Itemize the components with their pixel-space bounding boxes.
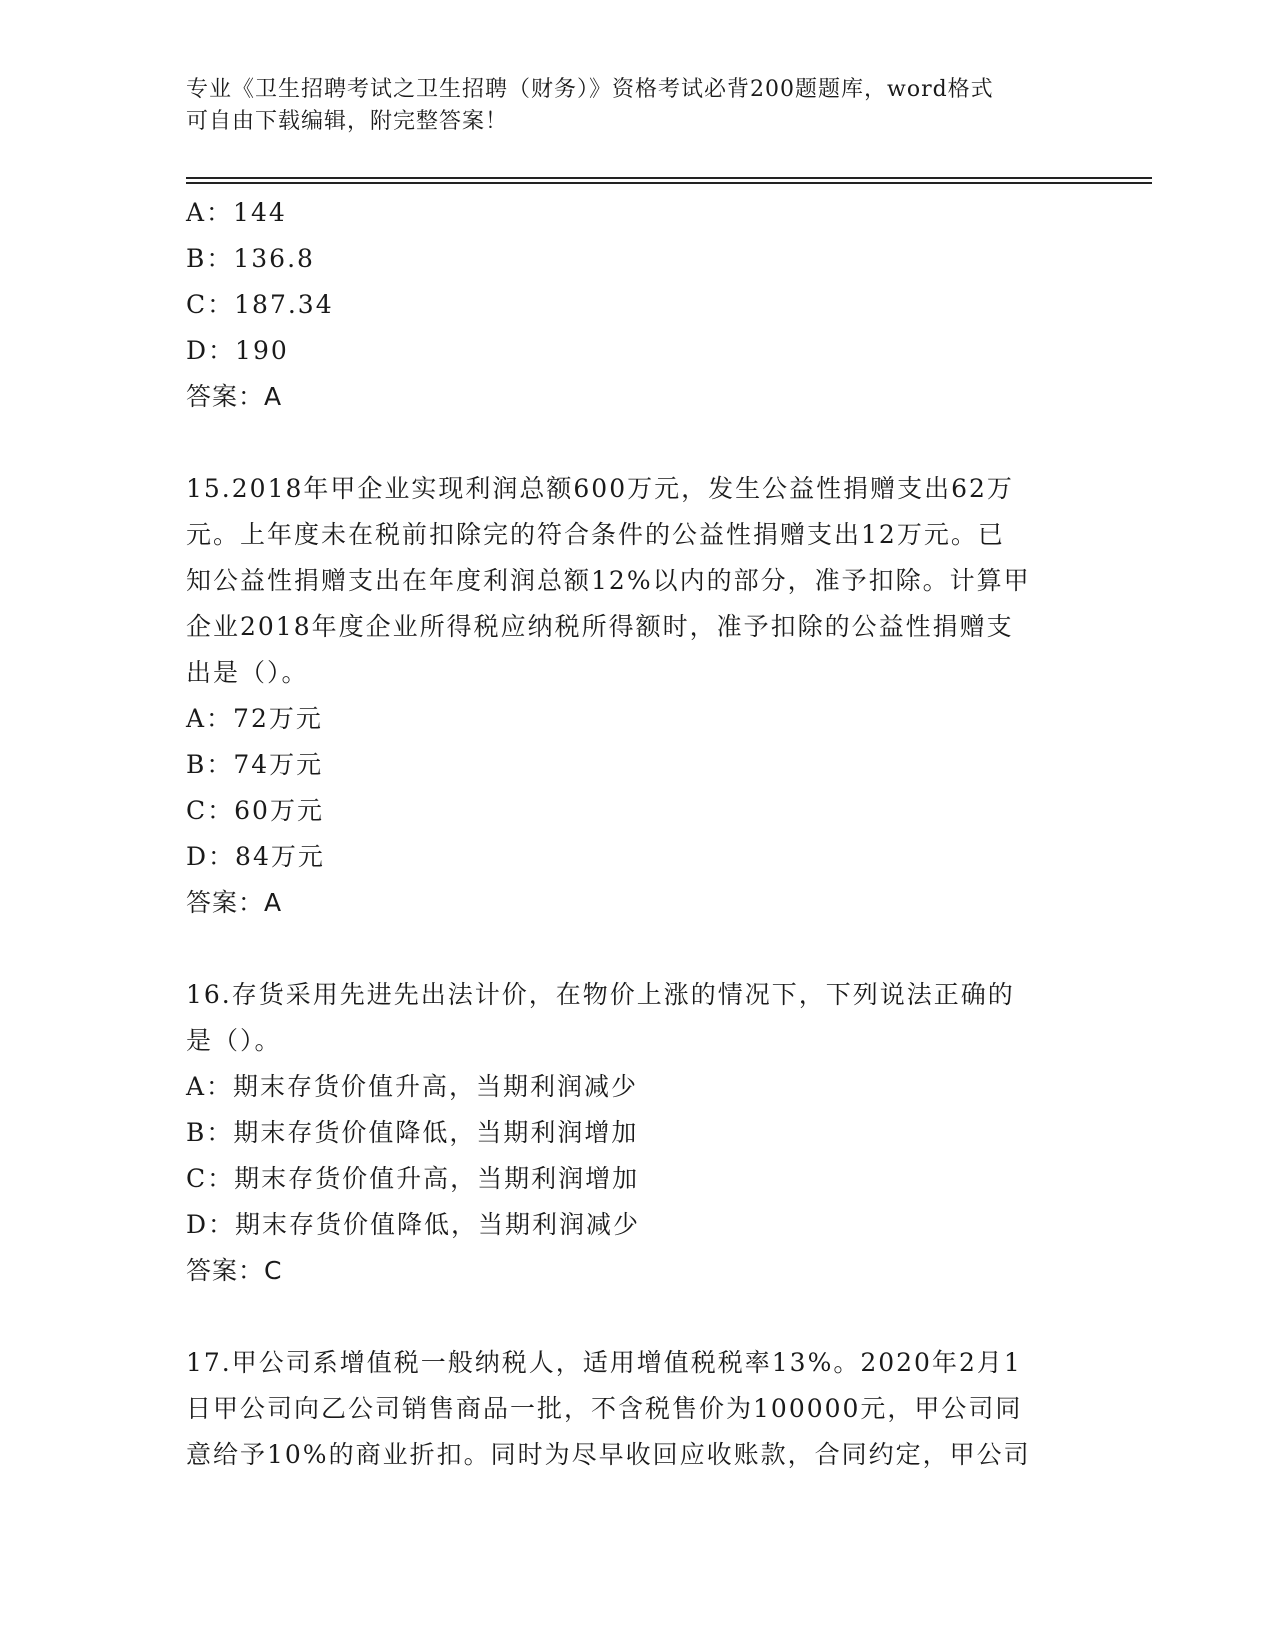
- header-divider-top: [186, 177, 1152, 179]
- option-c: C：期末存货价值升高，当期利润增加: [186, 1164, 640, 1193]
- option-c: C：187.34: [186, 290, 334, 319]
- option-d: D：期末存货价值降低，当期利润减少: [186, 1210, 641, 1239]
- header-divider-bottom: [186, 182, 1152, 184]
- header-line-2: 可自由下载编辑，附完整答案！: [186, 109, 509, 134]
- option-a: A：72万元: [186, 704, 323, 733]
- question-stem-line: 日甲公司向乙公司销售商品一批，不含税售价为100000元，甲公司同: [186, 1394, 1023, 1423]
- option-b: B：期末存货价值降低，当期利润增加: [186, 1118, 639, 1147]
- spacer: [186, 420, 1086, 466]
- option-a: A：144: [186, 198, 287, 227]
- question-17: [186, 1340, 1086, 1478]
- spacer: [186, 1294, 1086, 1340]
- answer: 答案：A: [186, 382, 283, 411]
- header-line-1: 专业《卫生招聘考试之卫生招聘（财务）》资格考试必背200题题库，word格式: [186, 77, 994, 102]
- option-c: C：60万元: [186, 796, 324, 825]
- option-b: B：74万元: [186, 750, 324, 779]
- spacer: [186, 926, 1086, 972]
- option-b: B：136.8: [186, 244, 315, 273]
- question-16: [186, 972, 1086, 1294]
- question-stem-line: 16.存货采用先进先出法计价，在物价上涨的情况下，下列说法正确的: [186, 980, 1015, 1009]
- option-a: A：期末存货价值升高，当期利润减少: [186, 1072, 639, 1101]
- question-14: [186, 190, 1086, 420]
- answer: 答案：A: [186, 888, 283, 917]
- answer: 答案：C: [186, 1256, 283, 1285]
- question-stem-line: 15.2018年甲企业实现利润总额600万元，发生公益性捐赠支出62万: [186, 474, 1014, 503]
- document-header: [186, 74, 1086, 138]
- question-content: [186, 190, 1086, 1478]
- question-stem-line: 企业2018年度企业所得税应纳税所得额时，准予扣除的公益性捐赠支: [186, 612, 1014, 641]
- question-stem-line: 元。上年度未在税前扣除完的符合条件的公益性捐赠支出12万元。已: [186, 520, 1005, 549]
- question-stem-line: 知公益性捐赠支出在年度利润总额12%以内的部分，准予扣除。计算甲: [186, 566, 1031, 595]
- question-stem-line: 意给予10%的商业折扣。同时为尽早收回应收账款，合同约定，甲公司: [186, 1440, 1031, 1469]
- question-15: [186, 466, 1086, 926]
- option-d: D：190: [186, 336, 289, 365]
- question-stem-line: 17.甲公司系增值税一般纳税人，适用增值税税率13%。2020年2月1: [186, 1348, 1022, 1377]
- question-stem-line: 是（）。: [186, 1026, 282, 1055]
- question-stem-line: 出是（）。: [186, 658, 309, 687]
- option-d: D：84万元: [186, 842, 325, 871]
